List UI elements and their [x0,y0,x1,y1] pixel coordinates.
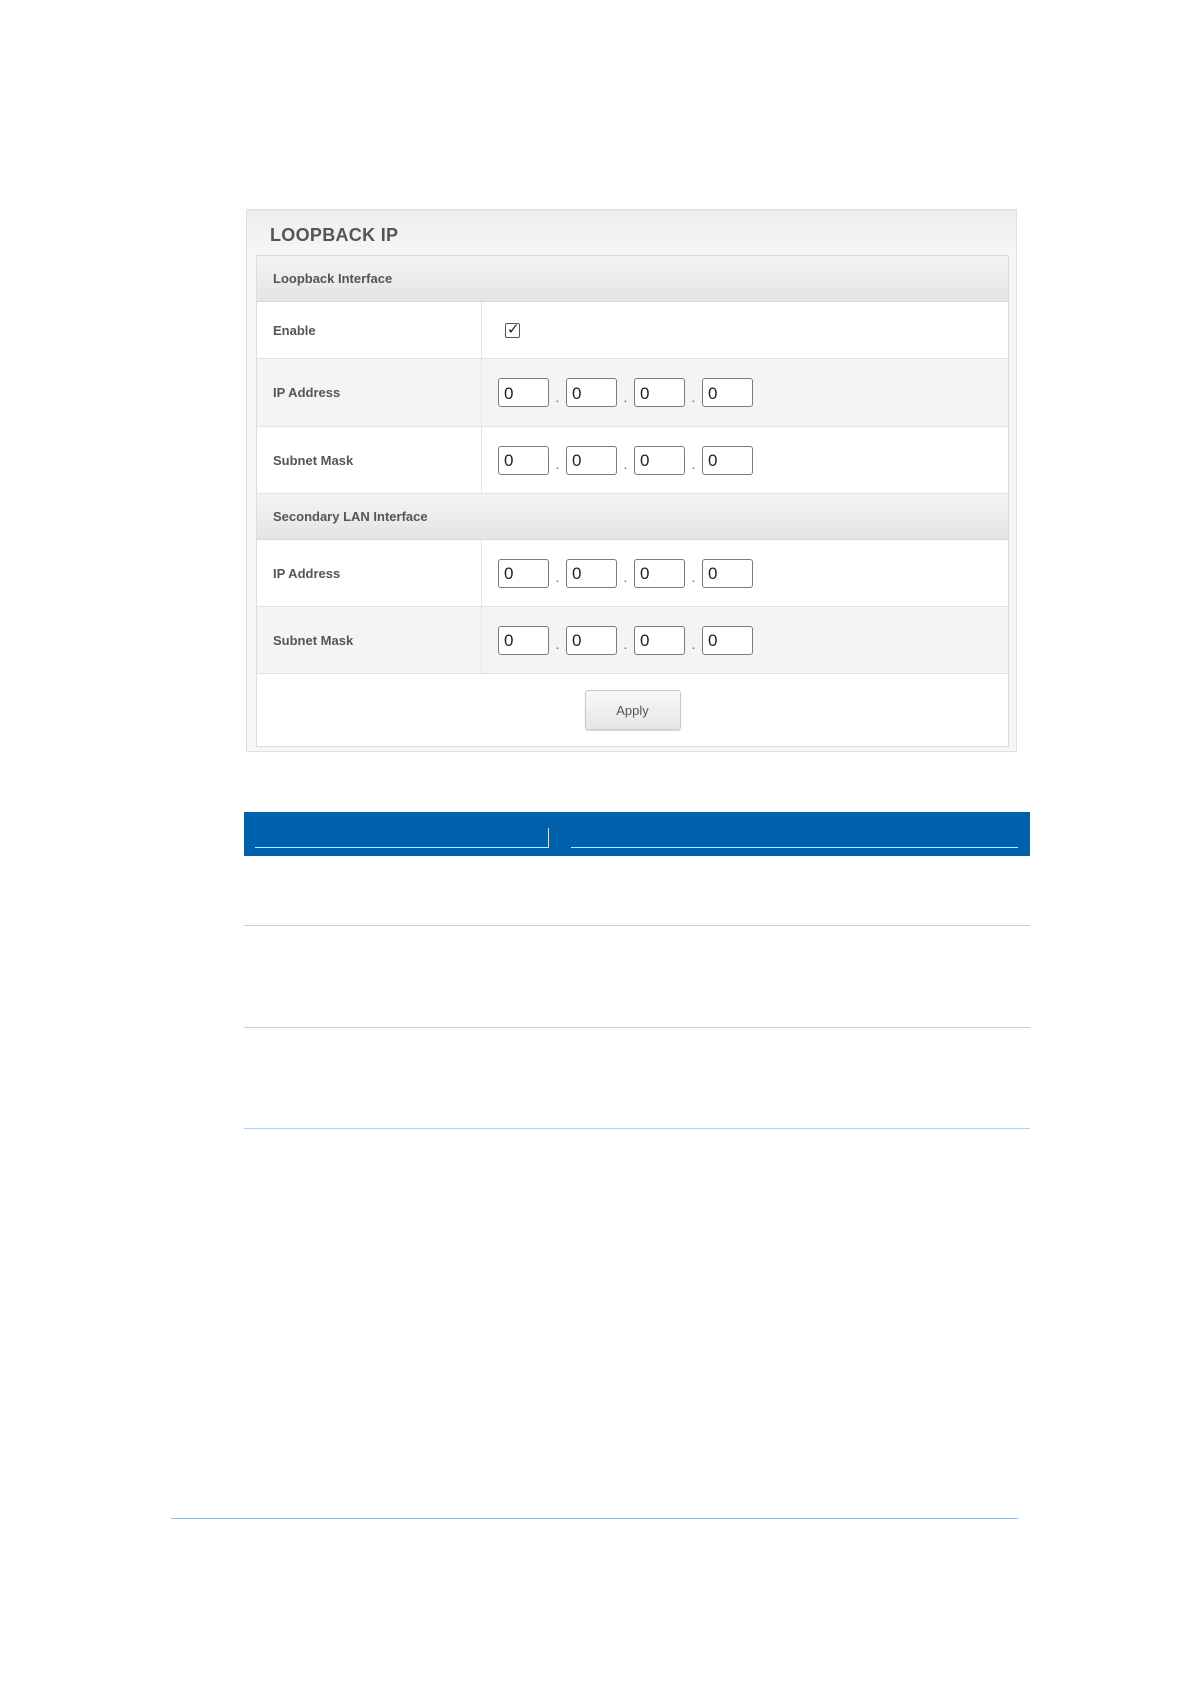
octet-separator: . [691,569,696,585]
octet-separator: . [623,388,628,405]
row-secondary-ip-address [257,540,1008,607]
table-header-cell-2 [571,828,1018,848]
loopback-mask-octet-2[interactable] [566,446,617,475]
octet-separator: . [691,388,696,405]
secondary-ip-octet-3[interactable] [634,559,685,588]
secondary-ip-address-label: IP Address [257,540,482,606]
enable-checkbox[interactable] [505,320,520,338]
octet-separator: . [623,636,628,652]
row-loopback-subnet-mask [257,427,1008,494]
table-header [244,812,1030,856]
octet-separator: . [691,456,696,472]
secondary-ip-octet-1[interactable] [498,559,549,588]
secondary-mask-octet-4[interactable] [702,626,753,655]
table-header-cell-1 [255,828,549,848]
secondary-subnet-mask-label: Subnet Mask [257,607,482,673]
loopback-ip-panel [246,209,1017,752]
octet-separator: . [623,456,628,472]
loopback-ip-octet-1[interactable] [498,378,549,407]
row-secondary-subnet-mask [257,607,1008,674]
table-row-divider [244,1027,1030,1028]
section-header-loopback-interface: Loopback Interface [257,256,1008,302]
octet-separator: . [555,388,560,405]
secondary-mask-octet-2[interactable] [566,626,617,655]
loopback-ip-octet-3[interactable] [634,378,685,407]
loopback-ip-address-label: IP Address [257,359,482,426]
apply-button[interactable]: Apply [585,690,681,730]
secondary-ip-octet-4[interactable] [702,559,753,588]
octet-separator: . [691,636,696,652]
table-row-divider [244,925,1030,926]
secondary-mask-octet-1[interactable] [498,626,549,655]
loopback-mask-octet-4[interactable] [702,446,753,475]
octet-separator: . [555,456,560,472]
loopback-mask-octet-3[interactable] [634,446,685,475]
row-enable [257,302,1008,359]
checkmark-icon: ✓ [507,320,520,338]
secondary-mask-octet-3[interactable] [634,626,685,655]
row-loopback-ip-address [257,359,1008,427]
loopback-ip-octet-2[interactable] [566,378,617,407]
secondary-ip-octet-2[interactable] [566,559,617,588]
octet-separator: . [623,569,628,585]
octet-separator: . [555,569,560,585]
loopback-ip-octet-4[interactable] [702,378,753,407]
page-footer-rule [171,1518,1018,1519]
octet-separator: . [555,636,560,652]
loopback-form [256,255,1009,747]
enable-label: Enable [257,302,482,358]
panel-title: LOOPBACK IP [270,225,399,245]
table-row-divider [244,1128,1030,1129]
loopback-subnet-mask-label: Subnet Mask [257,427,482,493]
loopback-mask-octet-1[interactable] [498,446,549,475]
apply-row [257,674,1008,746]
section-header-secondary-lan-interface: Secondary LAN Interface [257,494,1008,540]
